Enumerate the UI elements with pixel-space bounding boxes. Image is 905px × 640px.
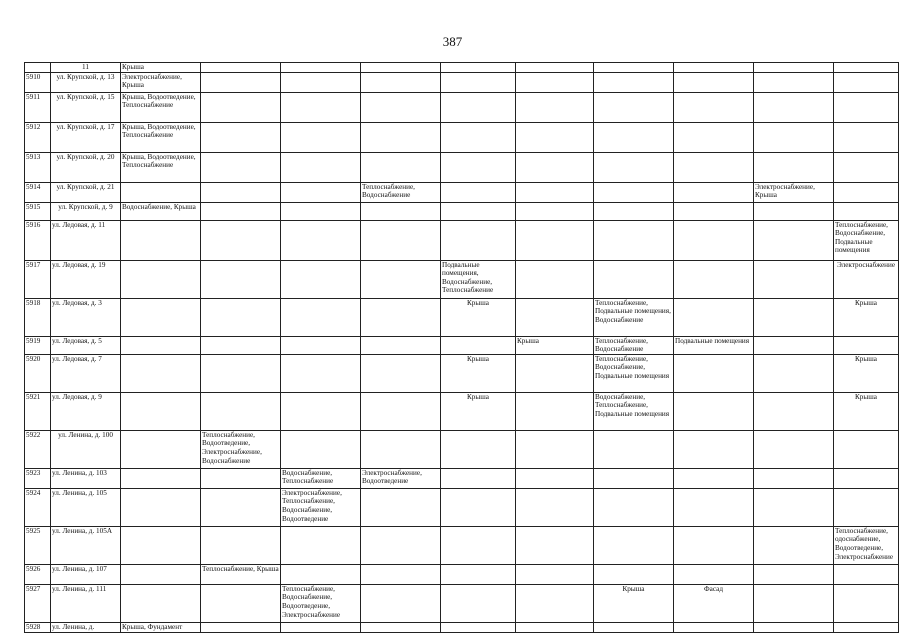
work-type-cell: Крыша, Фундамент — [121, 622, 201, 632]
work-type-cell — [674, 202, 754, 220]
work-type-cell — [201, 354, 281, 392]
work-type-cell — [516, 220, 594, 260]
work-type-cell — [674, 354, 754, 392]
table-row — [25, 202, 899, 220]
work-type-cell — [441, 122, 516, 152]
address-cell: ул. Ленина, д. — [51, 622, 121, 632]
address-cell: ул. Ледовая, д. 7 — [51, 354, 121, 392]
work-type-cell: Теплоснабжение, Водоснабжение — [594, 336, 674, 354]
work-type-cell — [754, 622, 834, 632]
address-cell: ул. Ленина, д. 105А — [51, 526, 121, 564]
work-type-cell — [516, 564, 594, 584]
work-type-cell: Крыша — [594, 584, 674, 622]
work-type-cell — [834, 152, 899, 182]
work-type-cell: Крыша, Водоотведение, Теплоснабжение — [121, 122, 201, 152]
work-type-cell: Водоснабжение, Крыша — [121, 202, 201, 220]
work-type-cell — [441, 564, 516, 584]
address-cell: ул. Ленина, д. 107 — [51, 564, 121, 584]
address-cell: ул. Крупской, д. 20 — [51, 152, 121, 182]
work-type-cell — [281, 202, 361, 220]
work-type-cell — [754, 526, 834, 564]
work-type-cell — [754, 392, 834, 430]
work-type-cell — [281, 622, 361, 632]
work-type-cell — [121, 220, 201, 260]
work-type-cell — [834, 488, 899, 526]
work-type-cell — [281, 526, 361, 564]
work-type-cell: Крыша — [441, 354, 516, 392]
table-row — [25, 336, 899, 354]
work-type-cell — [594, 564, 674, 584]
work-type-cell — [121, 526, 201, 564]
work-type-cell — [281, 392, 361, 430]
work-type-cell — [441, 526, 516, 564]
work-type-cell — [834, 182, 899, 202]
work-type-cell — [361, 392, 441, 430]
work-type-cell — [594, 92, 674, 122]
work-type-cell — [674, 392, 754, 430]
work-type-cell: Электроснабжение, Крыша — [121, 72, 201, 92]
work-type-cell — [441, 202, 516, 220]
table-row — [25, 354, 899, 392]
work-type-cell — [834, 63, 899, 73]
work-type-cell — [834, 336, 899, 354]
work-type-cell — [201, 298, 281, 336]
work-type-cell — [516, 488, 594, 526]
work-type-cell — [201, 202, 281, 220]
work-type-cell — [201, 92, 281, 122]
work-type-cell — [281, 63, 361, 73]
work-type-cell — [281, 260, 361, 298]
work-type-cell — [441, 584, 516, 622]
work-type-cell — [441, 468, 516, 488]
work-type-cell: Крыша — [516, 336, 594, 354]
table-row — [25, 392, 899, 430]
work-type-cell — [201, 63, 281, 73]
row-number: 5921 — [25, 392, 51, 430]
row-number: 5925 — [25, 526, 51, 564]
work-type-cell — [674, 122, 754, 152]
work-type-cell — [361, 260, 441, 298]
work-type-cell — [281, 72, 361, 92]
work-type-cell — [754, 122, 834, 152]
work-type-cell: Фасад — [674, 584, 754, 622]
work-type-cell — [121, 354, 201, 392]
work-type-cell — [121, 468, 201, 488]
row-number: 5919 — [25, 336, 51, 354]
row-number: 5911 — [25, 92, 51, 122]
work-type-cell: Водоснабжение, Теплоснабжение — [281, 468, 361, 488]
work-type-cell — [281, 92, 361, 122]
work-type-cell — [834, 202, 899, 220]
work-type-cell — [834, 584, 899, 622]
work-type-cell — [441, 72, 516, 92]
work-type-cell — [754, 152, 834, 182]
work-type-cell — [674, 488, 754, 526]
work-type-cell: Крыша — [834, 392, 899, 430]
work-type-cell — [361, 354, 441, 392]
work-type-cell — [674, 564, 754, 584]
row-number: 5920 — [25, 354, 51, 392]
work-type-cell — [201, 622, 281, 632]
address-cell: ул. Ленина, д. 100 — [51, 430, 121, 468]
work-type-cell: Крыша, Водоотведение, Теплоснабжение — [121, 92, 201, 122]
work-type-cell — [754, 584, 834, 622]
work-type-cell — [361, 152, 441, 182]
work-type-cell — [361, 122, 441, 152]
work-type-cell — [441, 152, 516, 182]
table-row — [25, 564, 899, 584]
work-type-cell — [516, 584, 594, 622]
work-type-cell — [834, 564, 899, 584]
work-type-cell — [516, 72, 594, 92]
work-type-cell — [594, 430, 674, 468]
work-type-cell: Крыша — [441, 392, 516, 430]
table-row — [25, 260, 899, 298]
address-cell: ул. Крупской, д. 21 — [51, 182, 121, 202]
work-type-cell — [594, 526, 674, 564]
work-type-cell — [516, 430, 594, 468]
address-cell: 11 — [51, 63, 121, 73]
work-type-cell — [516, 182, 594, 202]
row-number: 5926 — [25, 564, 51, 584]
work-type-cell — [201, 336, 281, 354]
work-type-cell — [121, 488, 201, 526]
work-type-cell — [594, 488, 674, 526]
work-type-cell — [834, 622, 899, 632]
work-type-cell: Теплоснабжение, Водоотведение, Электроснабжение, Водоснабжение — [201, 430, 281, 468]
work-type-cell — [281, 354, 361, 392]
work-type-cell — [361, 564, 441, 584]
work-type-cell — [201, 220, 281, 260]
work-type-cell — [754, 298, 834, 336]
work-type-cell — [121, 260, 201, 298]
work-type-cell — [281, 122, 361, 152]
work-type-cell — [674, 622, 754, 632]
row-number — [25, 63, 51, 73]
work-type-cell — [674, 63, 754, 73]
work-type-cell — [201, 526, 281, 564]
work-type-cell — [516, 526, 594, 564]
work-type-cell — [594, 152, 674, 182]
row-number: 5918 — [25, 298, 51, 336]
row-number: 5922 — [25, 430, 51, 468]
work-type-cell — [516, 260, 594, 298]
work-type-cell — [281, 336, 361, 354]
work-type-cell — [674, 152, 754, 182]
table-row — [25, 182, 899, 202]
work-type-cell — [201, 152, 281, 182]
table-row — [25, 72, 899, 92]
work-type-cell — [441, 63, 516, 73]
table-row — [25, 430, 899, 468]
table-row — [25, 468, 899, 488]
address-cell: ул. Крупской, д. 15 — [51, 92, 121, 122]
work-type-cell — [361, 92, 441, 122]
work-type-cell — [441, 622, 516, 632]
row-number: 5928 — [25, 622, 51, 632]
address-cell: ул. Ленина, д. 105 — [51, 488, 121, 526]
work-type-cell — [754, 63, 834, 73]
work-type-cell — [201, 468, 281, 488]
address-cell: ул. Крупской, д. 17 — [51, 122, 121, 152]
work-type-cell: Электроснабжение, Теплоснабжение, Водоснабжение, Водоотведение — [281, 488, 361, 526]
row-number: 5914 — [25, 182, 51, 202]
work-type-cell — [281, 298, 361, 336]
work-type-cell — [121, 298, 201, 336]
work-type-cell — [516, 298, 594, 336]
work-type-cell: Крыша — [834, 298, 899, 336]
work-type-cell — [674, 72, 754, 92]
page-number: 387 — [442, 34, 463, 49]
row-number: 5916 — [25, 220, 51, 260]
row-number: 5910 — [25, 72, 51, 92]
work-type-cell — [361, 488, 441, 526]
work-type-cell — [441, 336, 516, 354]
work-type-cell — [441, 220, 516, 260]
work-type-cell — [281, 564, 361, 584]
work-type-cell — [834, 430, 899, 468]
work-type-cell — [281, 220, 361, 260]
table-row — [25, 526, 899, 564]
work-type-cell — [516, 622, 594, 632]
table-row — [25, 122, 899, 152]
work-type-cell — [516, 202, 594, 220]
work-type-cell: Теплоснабжение, Водоснабжение, Водоотведение, Электроснабжение — [281, 584, 361, 622]
work-type-cell — [754, 430, 834, 468]
work-type-cell — [361, 526, 441, 564]
work-type-cell: Теплоснабжение, Водоснабжение, Подвальные помещения — [594, 354, 674, 392]
work-type-cell — [674, 182, 754, 202]
work-type-cell: Крыша — [121, 63, 201, 73]
work-type-cell — [361, 298, 441, 336]
work-type-cell — [121, 182, 201, 202]
address-cell: ул. Ленина, д. 111 — [51, 584, 121, 622]
work-type-cell — [361, 202, 441, 220]
work-type-cell — [516, 392, 594, 430]
row-number: 5913 — [25, 152, 51, 182]
work-type-cell: Подвальные помещения, Водоснабжение, Теплоснабжение — [441, 260, 516, 298]
address-cell: ул. Ледовая, д. 19 — [51, 260, 121, 298]
work-type-cell — [754, 92, 834, 122]
work-type-cell: Электроснабжение, Крыша — [754, 182, 834, 202]
work-type-cell — [594, 182, 674, 202]
work-type-cell — [754, 354, 834, 392]
repair-schedule-table — [24, 62, 899, 633]
address-cell: ул. Ледовая, д. 3 — [51, 298, 121, 336]
address-cell: ул. Ленина, д. 103 — [51, 468, 121, 488]
work-type-cell — [754, 488, 834, 526]
work-type-cell — [361, 622, 441, 632]
address-cell: ул. Крупской, д. 13 — [51, 72, 121, 92]
row-number: 5915 — [25, 202, 51, 220]
address-cell: ул. Ледовая, д. 5 — [51, 336, 121, 354]
work-type-cell: Крыша — [441, 298, 516, 336]
work-type-cell — [594, 202, 674, 220]
table-row — [25, 584, 899, 622]
work-type-cell — [516, 122, 594, 152]
work-type-cell — [201, 392, 281, 430]
work-type-cell — [281, 152, 361, 182]
table-row — [25, 488, 899, 526]
work-type-cell — [754, 72, 834, 92]
work-type-cell — [361, 336, 441, 354]
row-number: 5912 — [25, 122, 51, 152]
work-type-cell — [121, 564, 201, 584]
work-type-cell: Электроснабжение, Водоотведение — [361, 468, 441, 488]
work-type-cell — [361, 220, 441, 260]
work-type-cell — [674, 298, 754, 336]
work-type-cell — [754, 260, 834, 298]
work-type-cell — [361, 584, 441, 622]
row-number: 5923 — [25, 468, 51, 488]
table-row — [25, 622, 899, 632]
work-type-cell — [441, 92, 516, 122]
work-type-cell — [674, 430, 754, 468]
work-type-cell — [201, 182, 281, 202]
work-type-cell — [516, 468, 594, 488]
work-type-cell — [594, 72, 674, 92]
work-type-cell: Теплоснабжение, одоснабжение, Водоотведение, Электроснабжение — [834, 526, 899, 564]
work-type-cell: Теплоснабжение, Крыша — [201, 564, 281, 584]
work-type-cell — [441, 182, 516, 202]
work-type-cell — [834, 92, 899, 122]
work-type-cell — [754, 220, 834, 260]
work-type-cell: Теплоснабжение, Водоснабжение, Подвальные помещения — [834, 220, 899, 260]
work-type-cell: Электроснабжение — [834, 260, 899, 298]
work-type-cell — [674, 526, 754, 564]
row-number: 5917 — [25, 260, 51, 298]
work-type-cell — [201, 488, 281, 526]
work-type-cell: Теплоснабжение, Водоснабжение — [361, 182, 441, 202]
work-type-cell: Теплоснабжение, Подвальные помещения, Водоснабжение — [594, 298, 674, 336]
table-row — [25, 63, 899, 73]
work-type-cell — [674, 220, 754, 260]
row-number: 5924 — [25, 488, 51, 526]
work-type-cell — [201, 260, 281, 298]
work-type-cell — [201, 72, 281, 92]
work-type-cell — [594, 63, 674, 73]
work-type-cell — [201, 122, 281, 152]
work-type-cell — [674, 468, 754, 488]
work-type-cell — [441, 488, 516, 526]
work-type-cell — [281, 182, 361, 202]
work-type-cell — [594, 622, 674, 632]
work-type-cell — [441, 430, 516, 468]
work-type-cell: Крыша, Водоотведение, Теплоснабжение — [121, 152, 201, 182]
work-type-cell — [516, 354, 594, 392]
work-type-cell — [754, 564, 834, 584]
work-type-cell — [516, 92, 594, 122]
table-row — [25, 152, 899, 182]
work-type-cell: Водоснабжение, Теплоснабжение, Подвальные помещения — [594, 392, 674, 430]
work-type-cell — [121, 392, 201, 430]
work-type-cell — [834, 72, 899, 92]
work-type-cell — [121, 584, 201, 622]
table-row — [25, 92, 899, 122]
address-cell: ул. Крупской, д. 9 — [51, 202, 121, 220]
work-type-cell: Крыша — [834, 354, 899, 392]
work-type-cell — [121, 336, 201, 354]
work-type-cell — [594, 468, 674, 488]
work-type-cell — [594, 260, 674, 298]
table-row — [25, 298, 899, 336]
work-type-cell — [361, 72, 441, 92]
work-type-cell — [754, 202, 834, 220]
work-type-cell — [281, 430, 361, 468]
work-type-cell — [516, 152, 594, 182]
row-number: 5927 — [25, 584, 51, 622]
work-type-cell — [516, 63, 594, 73]
work-type-cell — [834, 122, 899, 152]
work-type-cell — [754, 468, 834, 488]
work-type-cell — [361, 63, 441, 73]
work-type-cell — [361, 430, 441, 468]
work-type-cell — [674, 260, 754, 298]
work-type-cell — [754, 336, 834, 354]
table-row — [25, 220, 899, 260]
work-type-cell — [121, 430, 201, 468]
work-type-cell — [834, 468, 899, 488]
work-type-cell — [594, 122, 674, 152]
work-type-cell — [674, 92, 754, 122]
address-cell: ул. Ледовая, д. 9 — [51, 392, 121, 430]
work-type-cell — [594, 220, 674, 260]
table-body — [25, 63, 899, 633]
work-type-cell — [201, 584, 281, 622]
work-type-cell: Подвальные помещения — [674, 336, 754, 354]
address-cell: ул. Ледовая, д. 11 — [51, 220, 121, 260]
